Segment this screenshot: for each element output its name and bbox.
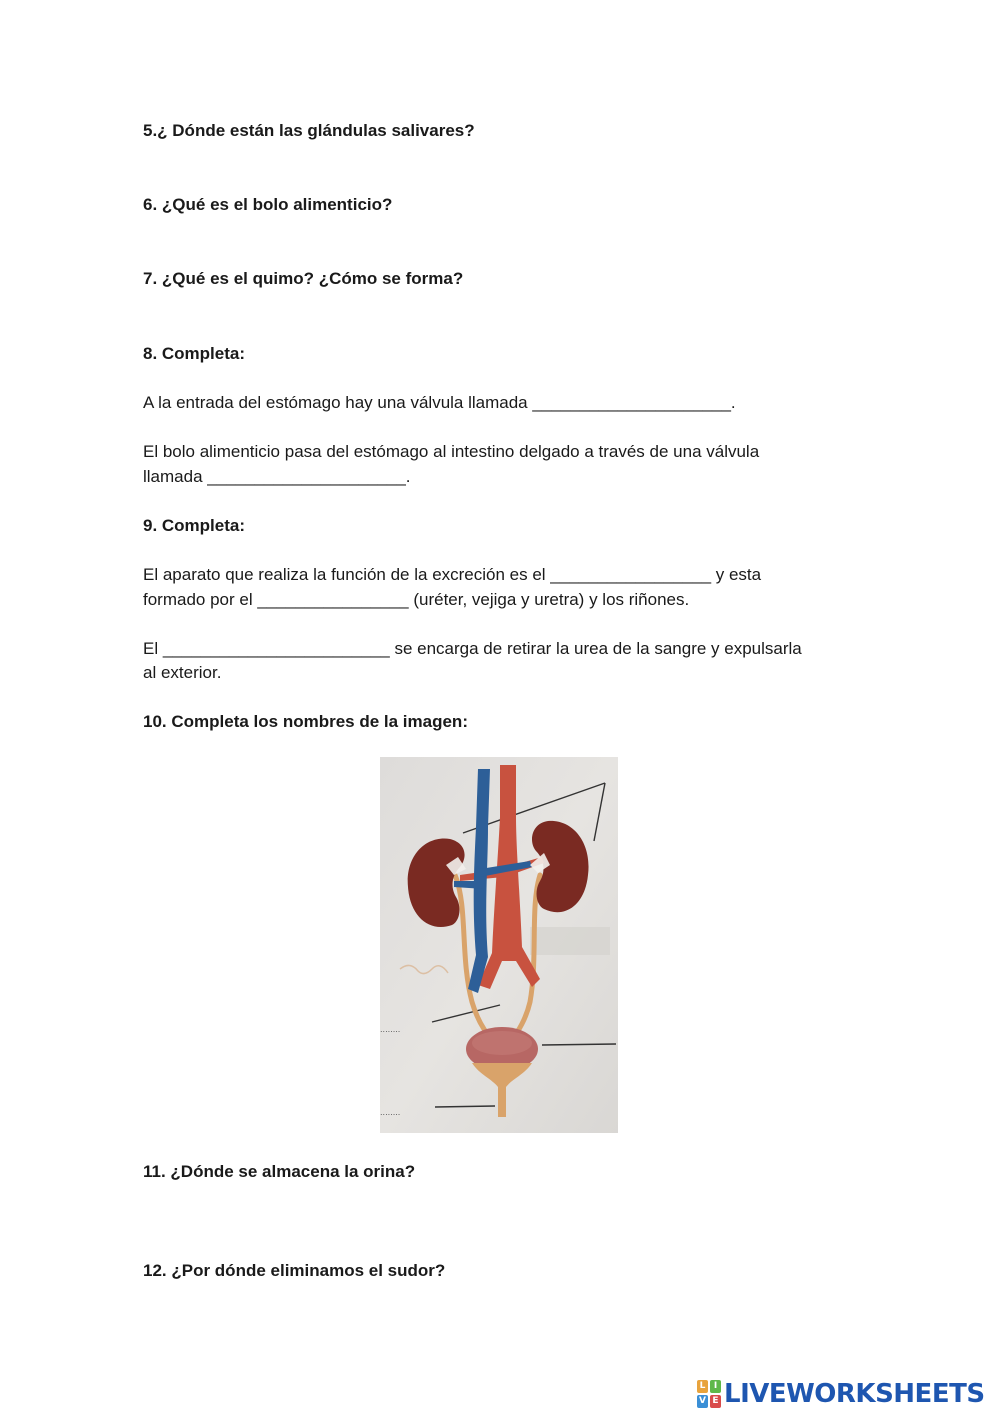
question-8-sentence-1: A la entrada del estómago hay una válvula llamada _____________________.	[143, 393, 736, 412]
question-8-sentence-2b: llamada _____________________.	[143, 467, 411, 486]
question-9-title: 9. Completa:	[143, 516, 246, 535]
question-11: 11. ¿Dónde se almacena la orina?	[143, 1162, 416, 1181]
question-8-title: 8. Completa:	[143, 344, 246, 363]
urinary-system-diagram	[380, 757, 618, 1133]
question-9-sentence-1a: El aparato que realiza la función de la excreción es el _________________ y esta	[143, 565, 762, 584]
question-12: 12. ¿Por dónde eliminamos el sudor?	[143, 1261, 446, 1280]
liveworksheets-wordmark: LIVEWORKSHEETS	[724, 1379, 985, 1409]
svg-text:........: ........	[380, 1025, 401, 1034]
liveworksheets-logo	[697, 1376, 985, 1412]
question-7: 7. ¿Qué es el quimo? ¿Cómo se forma?	[143, 269, 464, 288]
question-8-sentence-2a: El bolo alimenticio pasa del estómago al intestino delgado a través de una válvula	[143, 442, 760, 461]
question-10: 10. Completa los nombres de la imagen:	[143, 712, 468, 731]
question-9-sentence-2b: al exterior.	[143, 663, 222, 682]
question-5: 5.¿ Dónde están las glándulas salivares?	[143, 121, 475, 140]
question-9-sentence-1b: formado por el ________________ (uréter, vejiga y uretra) y los riñones.	[143, 590, 690, 609]
question-9-sentence-2a: El ________________________ se encarga de retirar la urea de la sangre y expulsarla	[143, 639, 802, 658]
question-6: 6. ¿Qué es el bolo alimenticio?	[143, 195, 393, 214]
liveworksheets-mark-icon: L I V E	[697, 1380, 721, 1408]
svg-text:........: ........	[380, 1108, 401, 1117]
urinary-system-icon	[380, 757, 618, 1133]
